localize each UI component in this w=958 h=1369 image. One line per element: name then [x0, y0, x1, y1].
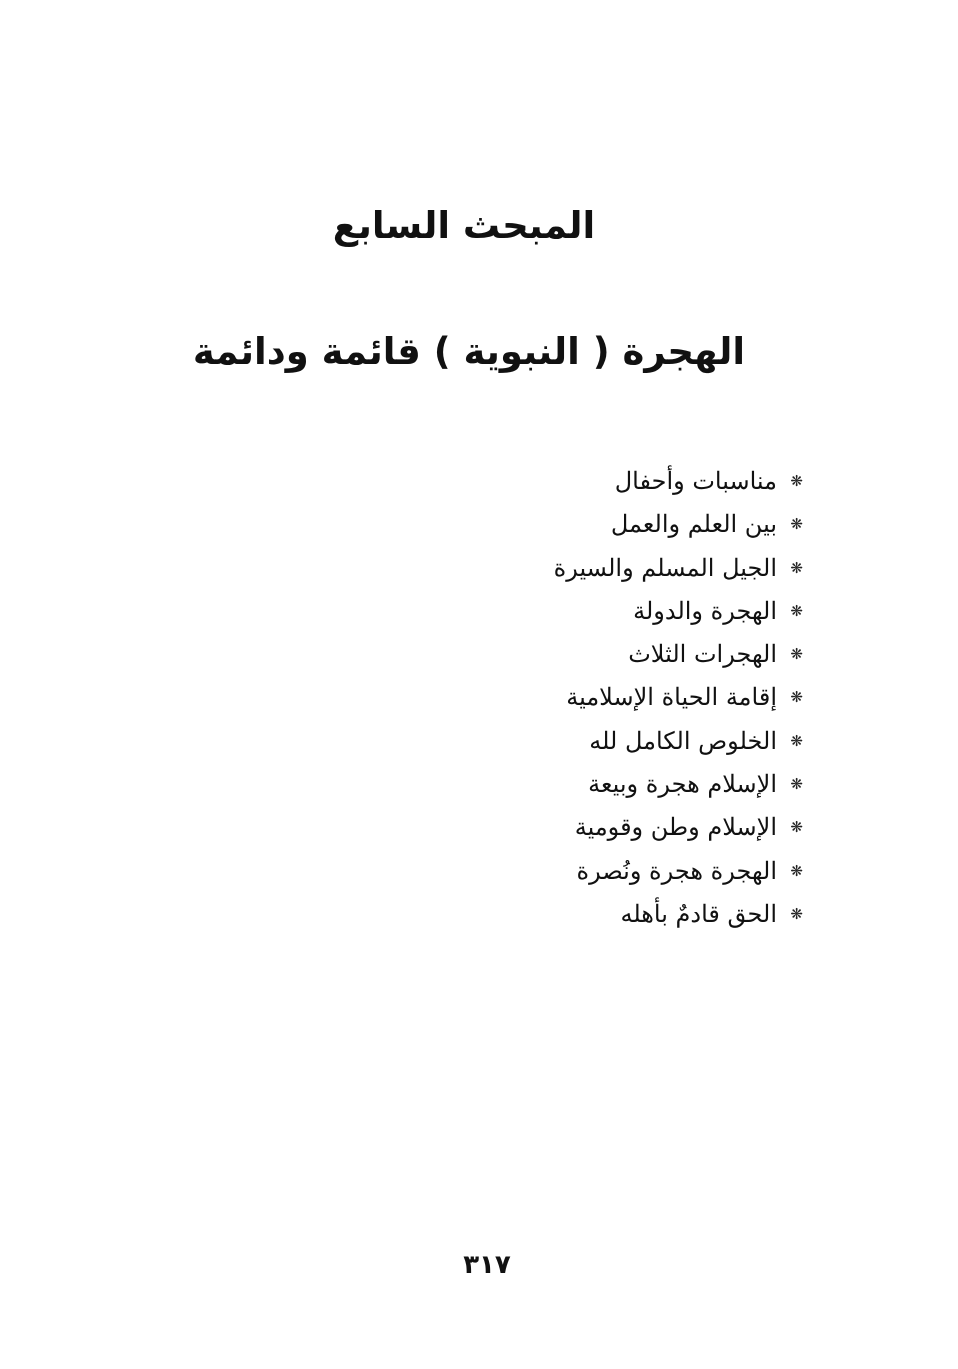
asterisk-bullet-icon: ❋	[790, 688, 803, 707]
asterisk-bullet-icon: ❋	[790, 558, 803, 577]
topic-text: الجيل المسلم والسيرة	[553, 553, 777, 582]
topic-text: الهجرة والدولة	[633, 596, 777, 625]
asterisk-bullet-icon: ❋	[790, 515, 803, 534]
list-item	[554, 633, 803, 676]
topic-text: الإسلام وطن وقومية	[574, 813, 777, 842]
list-item	[554, 676, 803, 719]
list-item	[554, 547, 803, 590]
asterisk-bullet-icon: ❋	[790, 601, 803, 620]
list-item	[554, 806, 803, 849]
topics-list	[554, 460, 803, 936]
topic-text: مناسبات وأحفال	[614, 467, 777, 495]
asterisk-bullet-icon: ❋	[790, 818, 803, 837]
asterisk-bullet-icon: ❋	[790, 731, 803, 750]
topic-text: إقامة الحياة الإسلامية	[566, 683, 777, 712]
list-item	[554, 590, 803, 633]
asterisk-bullet-icon: ❋	[790, 645, 803, 664]
chapter-heading: المبحث السابع	[332, 204, 596, 247]
topic-text: الهجرة هجرة ونُصرة	[576, 856, 777, 885]
page-number: ٣١٧	[463, 1250, 511, 1280]
list-item	[554, 720, 803, 763]
topic-text: الحق قادمٌ بأهله	[620, 899, 777, 928]
topic-text: الخلوص الكامل لله	[589, 726, 777, 755]
topic-text: بين العلم والعمل	[610, 510, 777, 539]
list-item	[554, 850, 803, 893]
topic-text: الإسلام هجرة وبيعة	[588, 770, 777, 799]
topic-text: الهجرات الثلاث	[628, 640, 777, 669]
list-item	[554, 503, 803, 546]
asterisk-bullet-icon: ❋	[790, 861, 803, 880]
asterisk-bullet-icon: ❋	[790, 775, 803, 794]
asterisk-bullet-icon: ❋	[790, 904, 803, 923]
list-item	[554, 893, 803, 936]
asterisk-bullet-icon: ❋	[790, 472, 803, 490]
list-item	[554, 763, 803, 806]
list-item	[554, 460, 803, 503]
chapter-title: الهجرة ( النبوية ) قائمة ودائمة	[192, 330, 746, 373]
